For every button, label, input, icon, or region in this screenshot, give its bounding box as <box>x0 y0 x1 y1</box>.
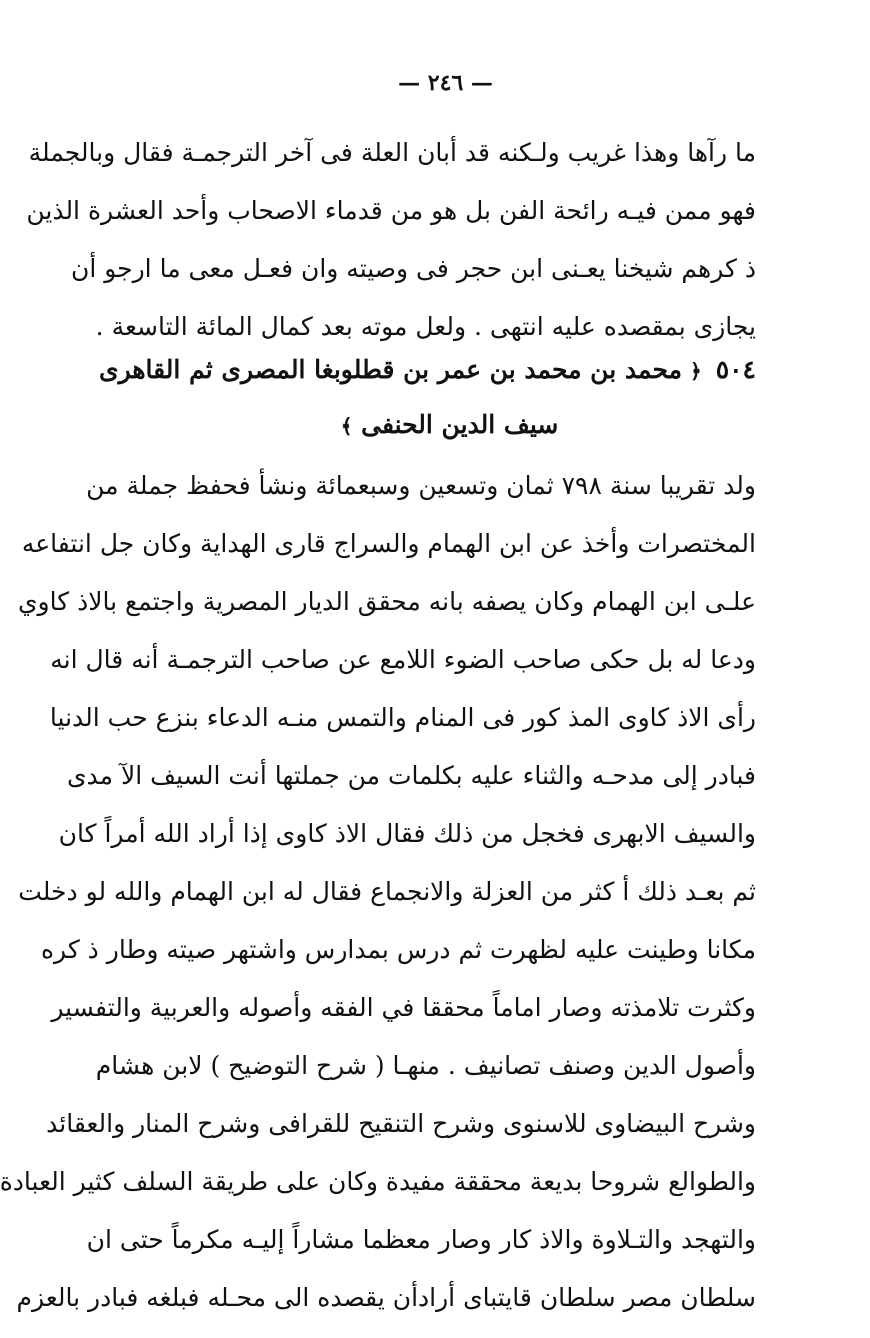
text-line: يجازى بمقصده عليه انتهى . ولعل موته بعد كمال المائة التاسعة . <box>95 312 756 341</box>
text-line: وشرح البيضاوى للاسنوى وشرح التنقيح للقرافى وشرح المنار والعقائد <box>46 1109 756 1138</box>
entry-subheading-text: سيف الدين الحنفى <box>361 410 559 439</box>
text-line: ولد تقريبا سنة ٧٩٨ ثمان وتسعين وسبعمائة ونشأ فحفظ جملة من <box>86 471 756 500</box>
text-line: سلطان مصر سلطان قايتباى أرادأن يقصده الى محـله فبلغه فبادر بالعزم <box>16 1283 756 1312</box>
entry-subheading <box>21 400 870 450</box>
entry-heading <box>99 345 756 395</box>
text-line: فهو ممن فيـه رائحة الفن بل هو من قدماء الاصحاب وأحد العشرة الذين <box>26 196 756 225</box>
ornament-close-icon: ﴾ <box>340 414 353 438</box>
text-line: مكانا وطينت عليه لظهرت ثم درس بمدارس واشتهر صيته وطار ذ كره <box>40 935 756 964</box>
text-line: وكثرت تلامذته وصار اماماً محققا في الفقه وأصوله والعربية والتفسير <box>51 993 756 1022</box>
text-line: والسيف الابهرى فخجل من ذلك فقال الاذ كاوى إذا أراد الله أمراً كان <box>58 819 756 848</box>
text-line: ثم بعـد ذلك أ كثر من العزلة والانجماع فقال له ابن الهمام والله لو دخلت <box>18 877 756 906</box>
entry-number: ٥٠٤ <box>715 355 756 384</box>
entry-heading-name: محمد بن محمد بن عمر بن قطلوبغا المصرى ثم القاهرى <box>99 355 682 384</box>
text-line: والطوالع شروحا بديعة محققة مفيدة وكان على طريقة السلف كثير العبادة <box>0 1167 756 1196</box>
text-line: ذ كرهم شيخنا يعـنى ابن حجر فى وصيته وان فعـل معى ما ارجو أن <box>70 254 756 283</box>
text-line: المختصرات وأخذ عن ابن الهمام والسراج قارى الهداية وكان جل انتفاعه <box>21 529 756 558</box>
paragraph-entry-biography <box>0 457 756 1327</box>
text-line: رأى الاذ كاوى المذ كور فى المنام والتمس منـه الدعاء بنزع حب الدنيا <box>49 703 756 732</box>
text-line: ودعا له بل حكى صاحب الضوء اللامع عن صاحب الترجمـة أنه قال انه <box>50 645 756 674</box>
text-line: علـى ابن الهمام وكان يصفه بانه محقق الديار المصرية واجتمع بالاذ كاوي <box>17 587 756 616</box>
text-line: وأصول الدين وصنف تصانيف . منهـا ( شرح التوضيح ) لابن هشام <box>95 1051 756 1080</box>
text-line: ما رآها وهذا غريب ولـكنه قد أبان العلة فى آخر الترجمـة فقال وبالجملة <box>28 138 756 167</box>
paragraph-previous-entry-ending <box>26 124 756 356</box>
text-line: والتهجد والتـلاوة والاذ كار وصار معظما مشاراً إليـه مكرماً حتى ان <box>86 1225 756 1254</box>
text-line: فبادر إلى مدحـه والثناء عليه بكلمات من جملتها أنت السيف الآ مدى <box>66 761 756 790</box>
ornament-open-icon: ﴿ <box>689 359 702 383</box>
page-number: — ٢٤٦ — <box>398 70 493 96</box>
